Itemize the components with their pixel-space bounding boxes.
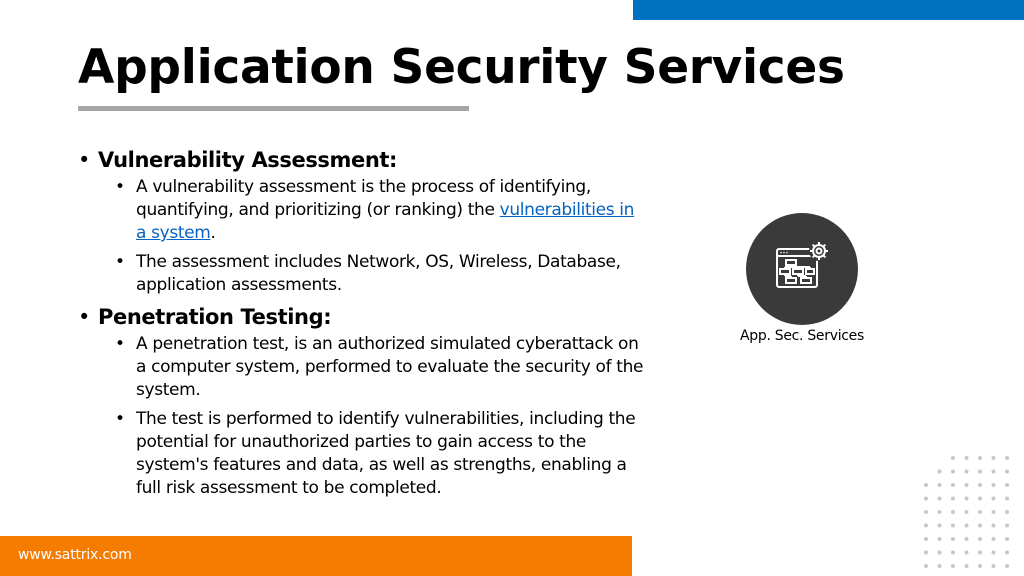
top-accent-bar: [633, 0, 1024, 20]
decorative-dot: [951, 510, 955, 514]
decorative-dot: [965, 524, 969, 528]
decorative-dot: [965, 497, 969, 501]
bullet-list: [78, 333, 648, 500]
decorative-dot: [978, 470, 982, 474]
decorative-dot: [924, 483, 928, 487]
bullet-item: • The assessment includes Network, OS, Wireless, Database, application assessments.: [78, 251, 648, 297]
decorative-dot: [965, 537, 969, 541]
bullet-text: .: [210, 223, 216, 243]
decorative-dot: [978, 537, 982, 541]
section-penetration-testing: [78, 303, 648, 500]
icon-circle: [746, 213, 858, 325]
bullet-item: [78, 176, 648, 245]
decorative-dot: [1005, 551, 1009, 555]
decorative-dot: [1005, 524, 1009, 528]
decorative-dot: [965, 483, 969, 487]
decorative-dot: [965, 510, 969, 514]
decorative-dot: [1005, 497, 1009, 501]
decorative-dot: [992, 510, 996, 514]
decorative-dot: [938, 537, 942, 541]
decorative-dot: [992, 497, 996, 501]
decorative-dot: [992, 524, 996, 528]
footer-website-link[interactable]: www.sattrix.com: [18, 547, 132, 563]
decorative-dot: [965, 470, 969, 474]
decorative-dot: [978, 564, 982, 568]
bullet-text: A vulnerability assessment is the process of identifying, quantifying, and prioritizing (or ranking) the: [136, 177, 591, 220]
title-underline: [78, 106, 469, 111]
decorative-dot: [978, 456, 982, 460]
decorative-dot: [951, 524, 955, 528]
decorative-dot: [951, 497, 955, 501]
vulnerabilities-link[interactable]: vulnerabilities in a system: [136, 200, 635, 243]
decorative-dot: [924, 537, 928, 541]
section-vulnerability-assessment: [78, 146, 648, 297]
decorative-dot: [938, 524, 942, 528]
decorative-dot: [924, 564, 928, 568]
decorative-dot: [938, 470, 942, 474]
decorative-dot: [1005, 483, 1009, 487]
bullet-item: • The test is performed to identify vulnerabilities, including the potential for unauthorized parties to gain access to the system's features and data, as well as strengths, enabling a full risk assessment to be completed.: [78, 408, 648, 500]
decorative-dot: [1005, 456, 1009, 460]
decorative-dot: [978, 524, 982, 528]
decorative-dot: [938, 483, 942, 487]
decorative-dot: [1005, 537, 1009, 541]
decorative-dot: [992, 470, 996, 474]
section-heading: • Penetration Testing:: [78, 303, 648, 331]
decorative-dot: [1005, 510, 1009, 514]
decorative-dot: [951, 537, 955, 541]
decorative-dot: [938, 564, 942, 568]
decorative-dot: [992, 483, 996, 487]
decorative-dot: [992, 564, 996, 568]
decorative-dot: [1005, 564, 1009, 568]
bullet-list: [78, 176, 648, 297]
decorative-dot: [978, 497, 982, 501]
decorative-dot: [992, 537, 996, 541]
page-title: Application Security Services: [78, 40, 845, 95]
decorative-dot: [1005, 470, 1009, 474]
decorative-dot: [938, 510, 942, 514]
decorative-dot: [965, 456, 969, 460]
decorative-dot: [924, 551, 928, 555]
decorative-dot: [965, 564, 969, 568]
decorative-dot: [951, 564, 955, 568]
content-area: [78, 146, 648, 506]
bullet-item: • A penetration test, is an authorized simulated cyberattack on a computer system, performed to evaluate the security of the system.: [78, 333, 648, 402]
decorative-dot: [978, 483, 982, 487]
decorative-dot: [938, 551, 942, 555]
decorative-dot: [965, 551, 969, 555]
icon-caption: App. Sec. Services: [740, 328, 864, 344]
decorative-dot: [924, 510, 928, 514]
section-heading: • Vulnerability Assessment:: [78, 146, 648, 174]
app-settings-flowchart-icon: [772, 239, 832, 299]
decorative-dot: [951, 483, 955, 487]
decorative-dot: [951, 470, 955, 474]
decorative-dot: [924, 524, 928, 528]
decorative-dot: [951, 456, 955, 460]
decorative-dot: [978, 551, 982, 555]
decorative-dot: [992, 456, 996, 460]
decorative-dot: [992, 551, 996, 555]
decorative-dot: [924, 497, 928, 501]
decorative-dot-grid: [920, 450, 1024, 576]
decorative-dot: [938, 497, 942, 501]
decorative-dot: [951, 551, 955, 555]
decorative-dot: [978, 510, 982, 514]
